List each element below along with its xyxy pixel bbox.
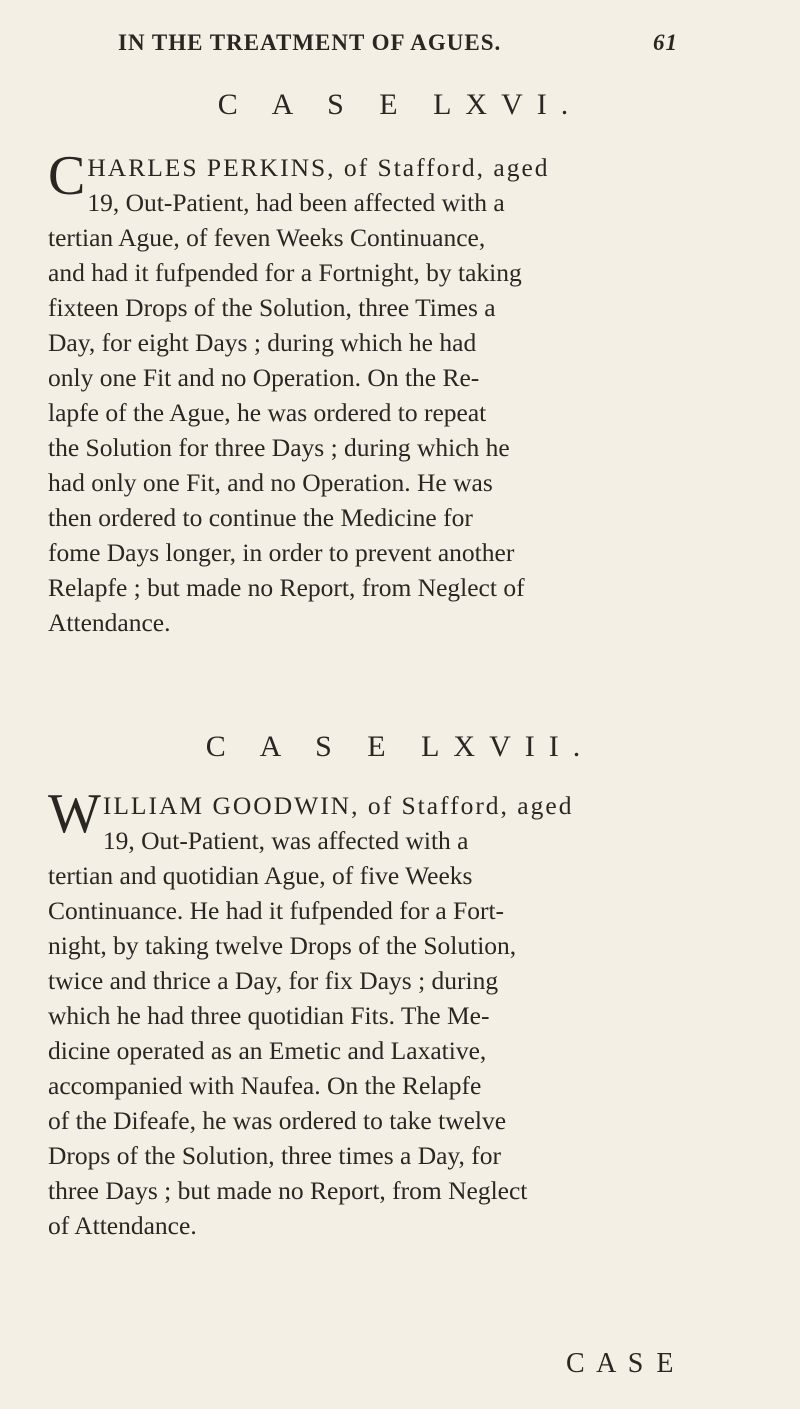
running-head-title: IN THE TREATMENT OF AGUES. [118,30,502,55]
text-line: fome Days longer, in order to prevent another [48,538,515,567]
text-line: accompanied with Naufea. On the Relapfe [48,1071,482,1100]
text-line: and had it fufpended for a Fortnight, by taking [48,258,522,287]
text-line: which he had three quotidian Fits. The Me- [48,1001,490,1030]
text-line: ILLIAM GOODWIN, of Stafford, aged [102,791,574,820]
text-line: three Days ; but made no Report, from Neglect [48,1176,528,1205]
text-line: then ordered to continue the Medicine for [48,503,473,532]
text-line: tertian and quotidian Ague, of five Weeks [48,861,473,890]
catchword: C A S E [566,1348,677,1379]
text-line: HARLES PERKINS, of Stafford, aged [87,153,550,182]
drop-cap: C [48,145,86,207]
text-line: Drops of the Solution, three times a Day, for [48,1141,501,1170]
text-line: only one Fit and no Operation. On the Re- [48,363,480,392]
text-line: the Solution for three Days ; during which he [48,433,510,462]
text-line: lapfe of the Ague, he was ordered to repeat [48,398,487,427]
drop-cap: W [48,783,101,845]
page-number: 61 [653,30,678,55]
text-line: Continuance. He had it fufpended for a Fort- [48,896,505,925]
text-line: 19, Out-Patient, was affected with a [102,826,469,855]
case-heading-lxvi: C A S E LXVI. [217,88,583,121]
text-line: Attendance. [48,608,171,637]
case-text-lxvi [48,145,674,640]
text-line: of the Difeafe, he was ordered to take twelve [48,1106,507,1135]
text-line: had only one Fit, and no Operation. He was [48,468,493,497]
text-line: 19, Out-Patient, had been affected with a [87,188,505,217]
case-heading-lxvii: C A S E LXVII. [205,730,595,763]
text-line: night, by taking twelve Drops of the Solution, [48,931,517,960]
text-line: twice and thrice a Day, for fix Days ; during [48,966,499,995]
text-line: fixteen Drops of the Solution, three Times a [48,293,496,322]
text-line: Day, for eight Days ; during which he had [48,328,477,357]
case-text-lxvii [48,783,674,1243]
text-line: dicine operated as an Emetic and Laxative, [48,1036,487,1065]
text-line: tertian Ague, of feven Weeks Continuance, [48,223,486,252]
text-line: of Attendance. [48,1211,197,1240]
text-line: Relapfe ; but made no Report, from Neglect of [48,573,525,602]
